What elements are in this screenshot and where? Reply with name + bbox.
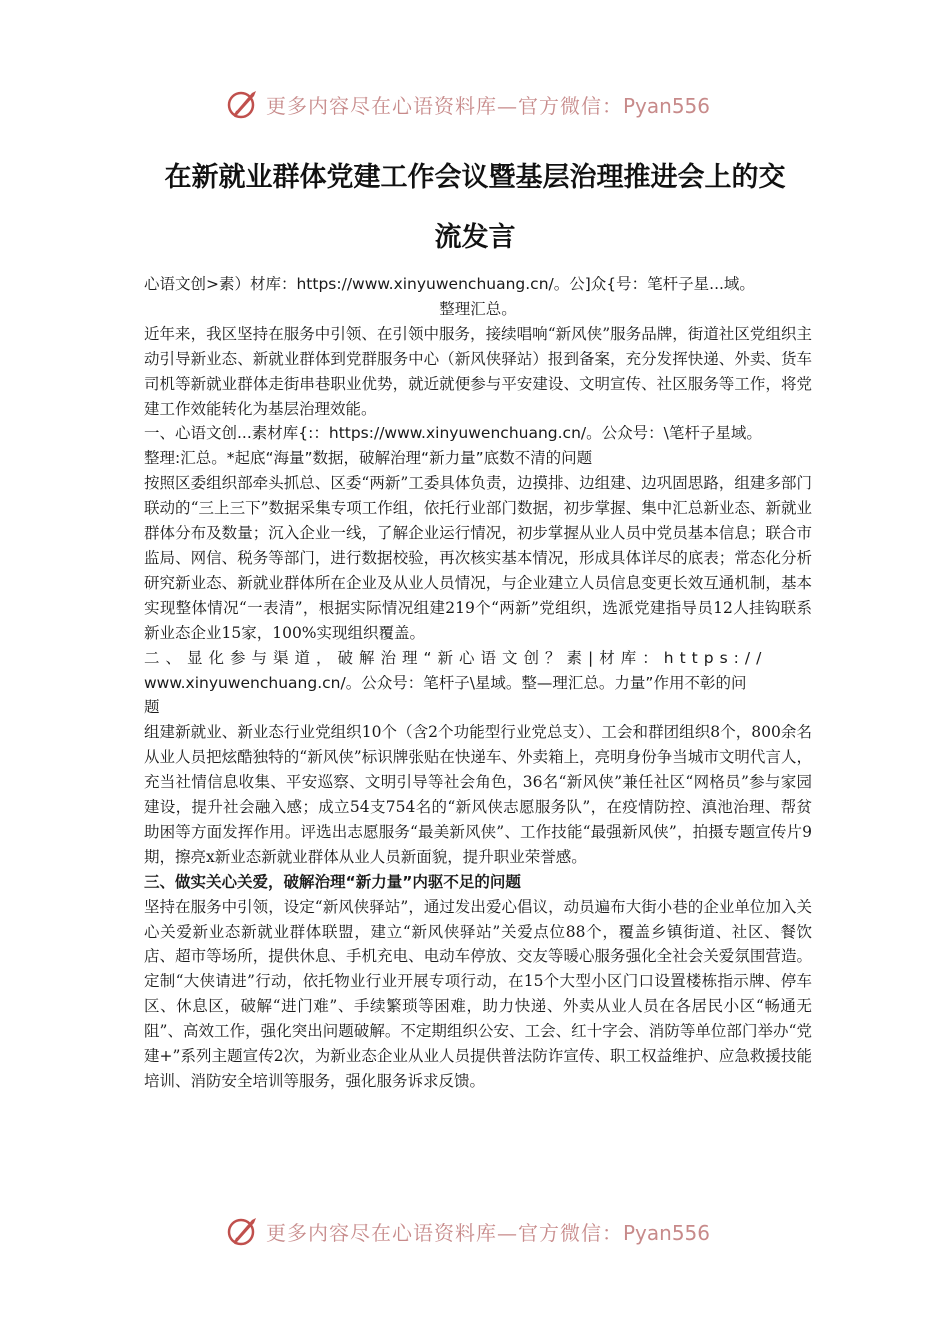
source-line-1: 心语文创>素）材库：https://www.xinyuwenchuang.cn/。公]众{号：笔杆子星...域。 (144, 275, 755, 293)
quill-pen-logo-icon (226, 1214, 260, 1248)
intro-paragraph: 近年来，我区坚持在服务中引领、在引领中服务，接续唱响“新风侠”服务品牌，街道社区党组织主动引导新业态、新就业群体到党群服务中心（新风侠驿站）报到备案，充分发挥快递、外卖、货车司机等新就业群体走街串巷职业优势，就近就便参与平安建设、文明宣传、社区服务等工作，将党建工作效能转化为基层治理效能。 (144, 324, 812, 418)
section-2-heading-line-1: 二、显化参与渠道，破解治理“新心语文创？素|材库：https:// (144, 648, 768, 667)
watermark-banner-top (226, 84, 746, 124)
document-body (144, 272, 812, 1094)
section-2-heading-line-3: 题 (144, 698, 160, 717)
wechat-id: Pyan556 (623, 1220, 711, 1245)
section-3-body: 坚持在服务中引领，设定“新风侠驿站”，通过发出爱心倡议，动员遍布大街小巷的企业单位加入关心关爱新业态新就业群体联盟，建立“新风侠驿站”关爱点位88个，覆盖乡镇街道、社区、餐饮店、超市等场所，提供休息、手机充电、电动车停放、交友等暖心服务强化全社会关爱氛围营造。定制“大侠请进”行动，依托物业行业开展专项行动，在15个大型小区门口设置楼栋指示牌、停车区、休息区，破解“进门难”、手续繁琐等困难，助力快递、外卖从业人员在各居民小区“畅通无阻”、高效工作，强化突出问题破解。不定期组织公安、工会、红十字会、消防等单位部门举办“党建+”系列主题宣传2次，为新业态企业从业人员提供普法防诈宣传、职工权益维护、应急救援技能培训、消防安全培训等服务，强化服务诉求反馈。 (144, 897, 812, 1090)
section-1-body: 按照区委组织部牵头抓总、区委“两新”工委具体负责，边摸排、边组建、边巩固思路，组建多部门联动的“三上三下”数据采集专项工作组，依托行业部门数据，初步掌握、集中汇总新业态、新就业群体分布及数量；沉入企业一线，了解企业运行情况，初步掌握从业人员中党员基本信息；联合市监局、网信、税务等部门，进行数据校验，再次核实基本情况，形成具体详尽的底表；常态化分析研究新业态、新就业群体所在企业及从业人员情况，与企业建立人员信息变更长效互通机制，基本实现整体情况“一表清”，根据实际情况组建219个“两新”党组织，选派党建指导员12人挂钩联系新业态企业15家，100%实现组织覆盖。 (144, 474, 812, 642)
section-2-heading-line-2: www.xinyuwenchuang.cn/。公众号：笔杆子\星域。整—理汇总。力量”作用不彰的问 (144, 673, 747, 692)
watermark-banner-bottom (226, 1211, 746, 1251)
quill-pen-logo-icon (226, 87, 260, 121)
section-2-body: 组建新就业、新业态行业党组织10个（含2个功能型行业党总支）、工会和群团组织8个，800余名从业人员把炫酷独特的“新风侠”标识牌张贴在快递车、外卖箱上，亮明身份争当城市文明代言人，充当社情信息收集、平安巡察、文明引导等社会角色，36名“新风侠”兼任社区“网格员”参与家园建设，提升社会融入感；成立54支754名的“新风侠志愿服务队”，在疫情防控、滇池治理、帮贫助困等方面发挥作用。评选出志愿服务“最美新风侠”、工作技能“最强新风侠”，拍摄专题宣传片9期，擦亮x新业态新就业群体从业人员新面貌，提升职业荣誉感。 (144, 723, 812, 866)
section-1-heading-line-2: 整理:汇总。*起底“海量”数据，破解治理“新力量”底数不清的问题 (144, 449, 593, 468)
banner-text: 更多内容尽在心语资料库—官方微信：Pyan556 (266, 1220, 711, 1245)
title-line-2: 流发言 (434, 222, 516, 253)
section-1-heading-line-1: 一、心语文创...素材库{:：https://www.xinyuwenchuang.cn/。公众号：\笔杆子星域。 (144, 424, 762, 443)
banner-text: 更多内容尽在心语资料库—官方微信：Pyan556 (266, 93, 711, 118)
section-3-heading: 三、做实关心关爱，破解治理“新力量”内驱不足的问题 (144, 872, 521, 891)
page-title (110, 148, 840, 268)
title-line-1: 在新就业群体党建工作会议暨基层治理推进会上的交 (164, 162, 786, 193)
source-line-2: 整理汇总。 (439, 299, 517, 318)
wechat-id: Pyan556 (623, 93, 711, 118)
